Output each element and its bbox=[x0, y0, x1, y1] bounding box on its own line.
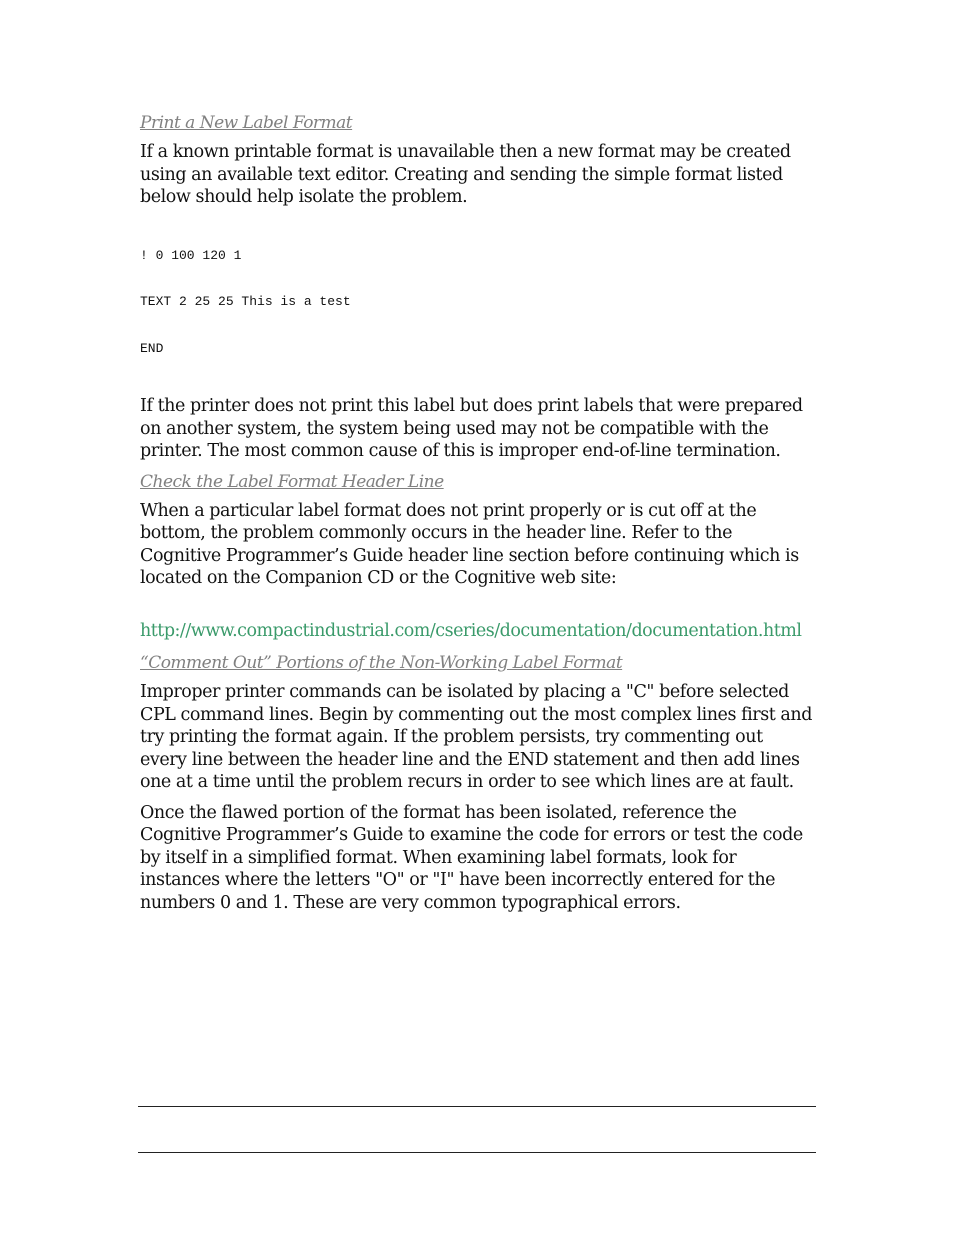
section-heading-comment-out: “Comment Out” Portions of the Non-Working Label Format bbox=[140, 653, 623, 673]
documentation-link[interactable]: http://www.compactindustrial.com/cseries/documentation/documentation.html bbox=[140, 620, 802, 641]
section-heading-print-new-label-format: Print a New Label Format bbox=[140, 113, 353, 133]
paragraph-compatibility-note: If the printer does not print this label but does print labels that were prepared on another system, the system being used may not be compatible with the printer. The most common cause of this is improper end-of-line termination. bbox=[140, 396, 803, 461]
paragraph-new-format-intro: If a known printable format is unavailable then a new format may be created using an available text editor. Creating and sending the simple format listed below should help isolate the problem. bbox=[140, 142, 791, 207]
spacer bbox=[140, 598, 812, 620]
code-line: END bbox=[140, 340, 164, 356]
code-line: ! 0 100 120 1 bbox=[140, 247, 242, 263]
footer-rule-bottom bbox=[138, 1152, 816, 1153]
paragraph-comment-out-method: Improper printer commands can be isolated by placing a "C" before selected CPL command lines. Begin by commenting out the most complex lines first and try printing the format again. If the problem persists, try commenting out every line between the header line and the END statement and then add lines one at a time until the problem recurs in order to see which lines are at fault. bbox=[140, 682, 812, 792]
document-body bbox=[140, 112, 812, 922]
paragraph-isolated-portion: Once the flawed portion of the format has been isolated, reference the Cognitive Programmer’s Guide to examine the code for errors or test the code by itself in a simplified format. When examining label formats, look for instances where the letters "O" or "I" have been incorrectly entered for the numbers 0 and 1. These are very common typographical errors. bbox=[140, 802, 803, 913]
code-line: TEXT 2 25 25 This is a test bbox=[140, 294, 351, 309]
code-sample bbox=[140, 217, 812, 388]
footer-rule-top bbox=[138, 1106, 816, 1107]
paragraph-header-line-info: When a particular label format does not print properly or is cut off at the bottom, the problem commonly occurs in the header line. Refer to the Cognitive Programmer’s Guide header line section before continuing which is located on the Companion CD or the Cognitive web site: bbox=[140, 500, 799, 588]
section-heading-check-header-line: Check the Label Format Header Line bbox=[140, 471, 444, 492]
